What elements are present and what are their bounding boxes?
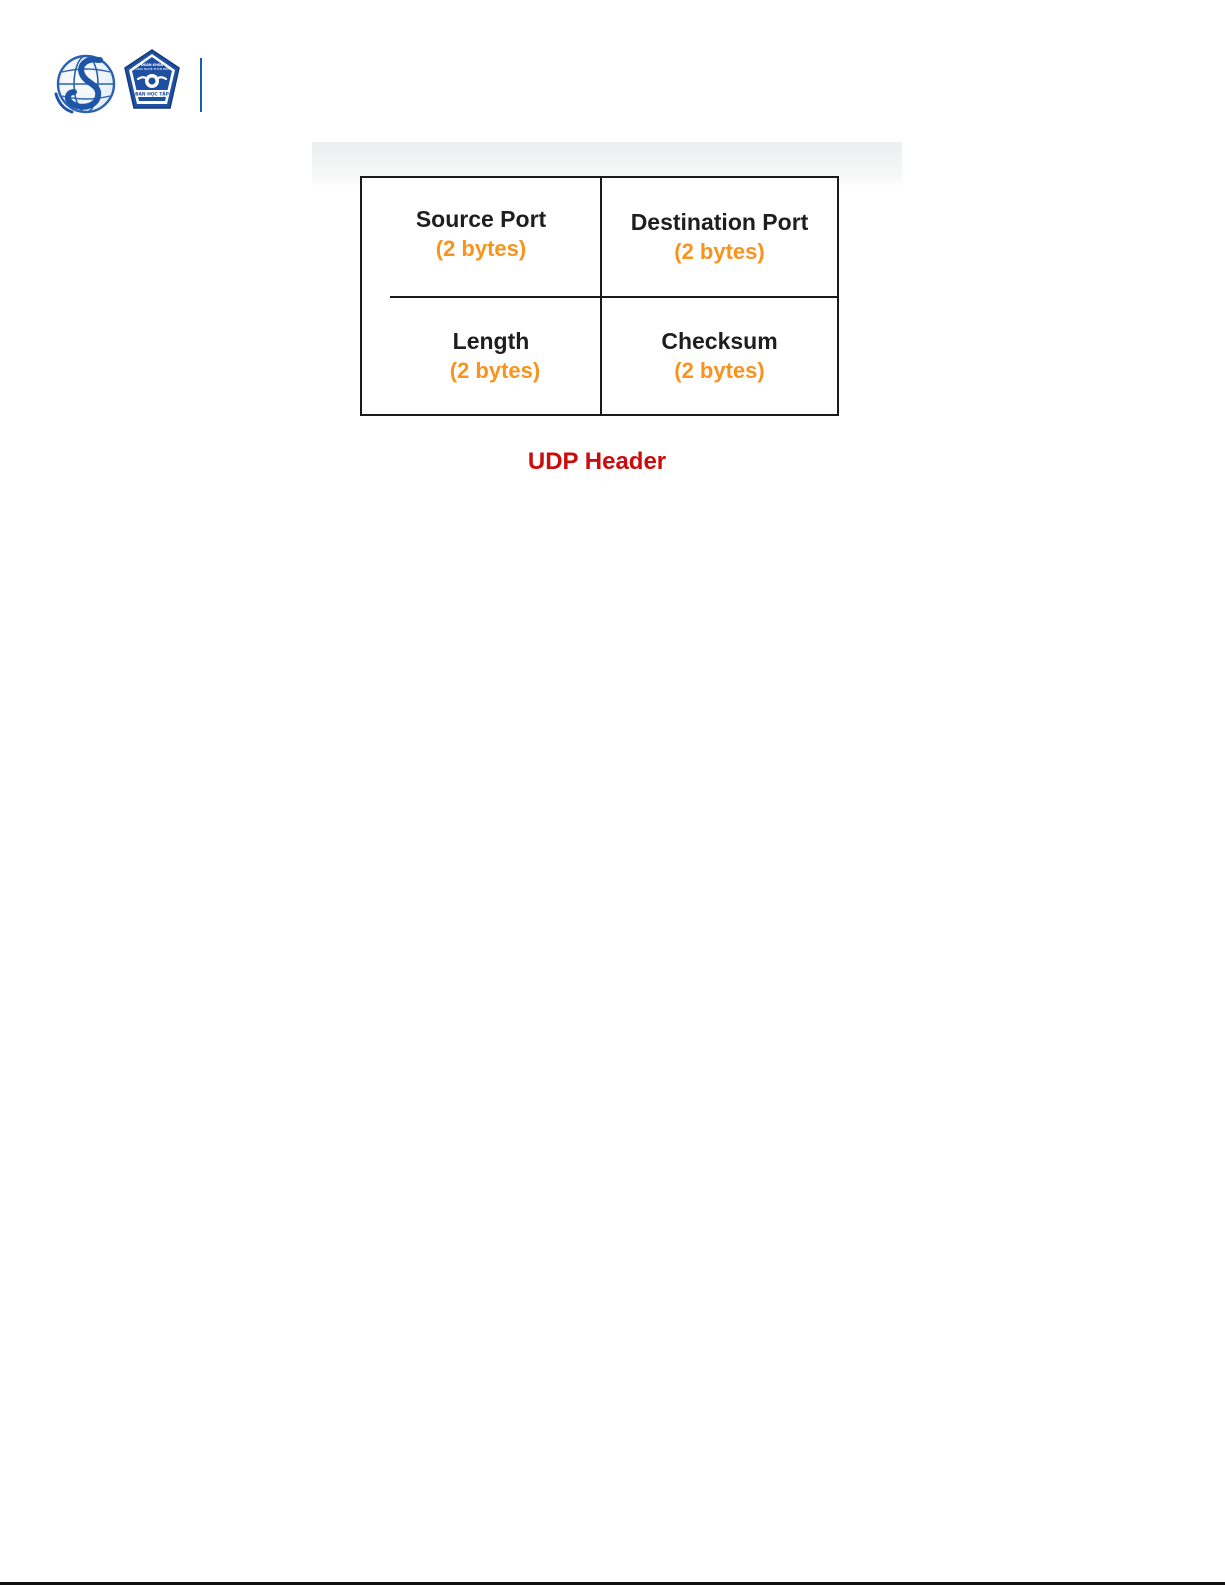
field-size: (2 bytes) [449,358,541,383]
ban-hoc-tap-badge-icon [122,48,182,112]
svg-text:ĐOÀN KHOA: ĐOÀN KHOA [141,63,163,67]
field-name: Checksum [661,328,778,354]
field-name: Length [452,328,530,354]
figure-caption: UDP Header [527,448,667,475]
field-destination-port [600,178,837,296]
udp-header-figure [312,142,902,494]
field-checksum [600,296,837,414]
svg-text:BAN HỌC TẬP: BAN HỌC TẬP [135,92,169,98]
page-header [54,48,214,118]
udp-header-table [360,176,839,416]
field-name: Destination Port [630,209,809,235]
field-size: (2 bytes) [674,358,765,383]
header-divider [200,58,202,112]
field-length [390,296,600,414]
globe-s-logo-icon [54,52,122,116]
field-name: Source Port [415,206,547,232]
field-source-port [362,172,600,296]
svg-text:CÔNG NGHỆ PHẦN MỀM: CÔNG NGHỆ PHẦN MỀM [133,67,171,71]
field-size: (2 bytes) [674,239,765,264]
field-size: (2 bytes) [435,236,527,261]
